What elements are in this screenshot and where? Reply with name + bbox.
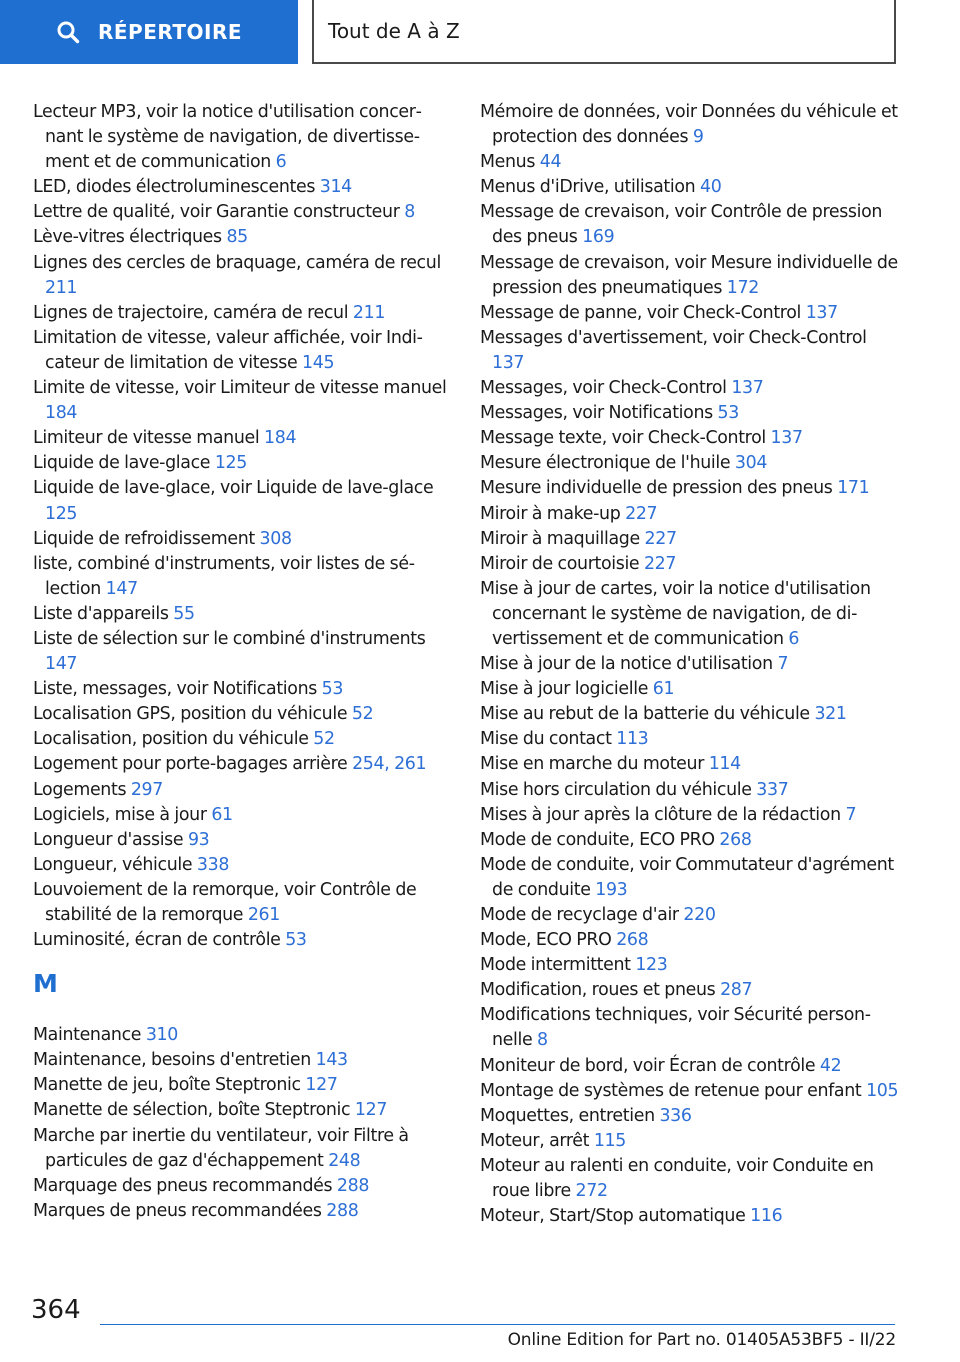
index-entry <box>33 527 448 552</box>
entry-term: Mise à jour logicielle <box>480 679 649 700</box>
page-reference-link[interactable]: 125 <box>45 503 78 524</box>
entry-term: Mode de conduite, ECO PRO <box>480 829 715 850</box>
index-entry <box>480 552 900 577</box>
index-entry <box>480 828 900 853</box>
page-reference-link[interactable]: 297 <box>130 779 163 800</box>
index-entry <box>480 401 900 426</box>
index-entry <box>33 301 448 326</box>
page-reference-link[interactable]: 127 <box>305 1075 338 1096</box>
page-reference-link[interactable]: 8 <box>404 202 415 223</box>
index-entry <box>480 778 900 803</box>
index-entry <box>33 602 448 627</box>
entry-term: Mode de conduite, voir Commutateur d'agrément de conduite <box>480 854 894 900</box>
entry-list-m <box>33 1023 448 1224</box>
entry-term: Mise à jour de la notice d'utilisation <box>480 654 773 675</box>
index-entry <box>480 1154 900 1204</box>
page-reference-link[interactable]: 137 <box>770 428 803 449</box>
index-entry <box>33 1048 448 1073</box>
page-reference-link[interactable]: 53 <box>321 679 344 700</box>
page-reference-link[interactable]: 7 <box>777 654 789 675</box>
page-reference-link[interactable]: 61 <box>652 679 675 700</box>
index-entry <box>480 476 900 501</box>
entry-term: Logement pour porte-bagages arrière <box>33 754 348 775</box>
index-entry <box>33 225 448 250</box>
entry-term: Maintenance, besoins d'entretien <box>33 1050 311 1071</box>
page-reference-link[interactable]: 227 <box>643 553 677 574</box>
page-reference-link[interactable]: 268 <box>616 930 649 951</box>
index-entry <box>33 1098 448 1123</box>
page-reference-link[interactable]: 211 <box>352 302 386 323</box>
entry-term: Mesure individuelle de pression des pneus <box>480 478 833 499</box>
entry-term: Liste, messages, voir Notifications <box>33 679 317 700</box>
entry-term: Marques de pneus recommandées <box>33 1200 322 1221</box>
page-reference-link[interactable]: 172 <box>726 277 759 298</box>
page-reference-link[interactable]: 336 <box>659 1105 692 1126</box>
index-entry <box>33 803 448 828</box>
page-reference-link[interactable]: 169 <box>582 227 615 248</box>
index-entry <box>33 752 448 777</box>
page-reference-link[interactable]: 227 <box>625 503 658 524</box>
index-entry <box>480 1003 900 1053</box>
page-reference-link[interactable]: 184 <box>45 403 78 424</box>
entry-term: Logements <box>33 779 127 800</box>
index-entry <box>480 978 900 1003</box>
entry-term: Lignes de trajectoire, caméra de recul <box>33 302 349 323</box>
page-reference-link[interactable]: 7 <box>845 804 857 825</box>
index-entry <box>480 1054 900 1079</box>
index-entry <box>33 928 448 953</box>
index-entry <box>480 853 900 903</box>
index-entry <box>480 752 900 777</box>
entry-term: Manette de sélection, boîte Steptronic <box>33 1100 351 1121</box>
index-entry <box>33 778 448 803</box>
entry-term: Mises à jour après la clôture de la rédaction <box>480 804 841 825</box>
index-entry <box>33 451 448 476</box>
index-entry <box>33 426 448 451</box>
index-entry <box>33 476 448 526</box>
entry-term: Message de crevaison, voir Mesure individuelle de pression des pneumatiques <box>480 252 898 298</box>
index-entry <box>33 200 448 225</box>
page-reference-link[interactable]: 227 <box>644 528 677 549</box>
page-reference-link[interactable]: 55 <box>173 603 195 624</box>
index-entry <box>480 928 900 953</box>
index-entry <box>480 376 900 401</box>
index-entry <box>480 251 900 301</box>
entry-term: Miroir à make-up <box>480 503 621 524</box>
entry-term: Menus d'iDrive, utilisation <box>480 177 696 198</box>
index-entry <box>33 1073 448 1098</box>
page-reference-link[interactable]: 338 <box>196 854 230 875</box>
page-reference-link[interactable]: 105 <box>866 1080 899 1101</box>
page-reference-link[interactable]: 143 <box>315 1050 348 1071</box>
a-to-z-tab-label: Tout de A à Z <box>328 19 460 43</box>
entry-term: Lettre de qualité, voir Garantie constructeur <box>33 202 400 223</box>
index-entry <box>33 828 448 853</box>
page-reference-link[interactable]: 287 <box>720 980 753 1001</box>
entry-term: Liste d'appareils <box>33 603 169 624</box>
index-entry <box>33 376 448 426</box>
page-reference-link[interactable]: 220 <box>683 905 716 925</box>
entry-term: Message de crevaison, voir Contrôle de pression des pneus <box>480 202 883 248</box>
entry-term: Mise au rebut de la batterie du véhicule <box>480 704 810 725</box>
entry-term: Localisation, position du véhicule <box>33 729 309 750</box>
entry-term: Marquage des pneus recommandés <box>33 1175 333 1196</box>
index-entry <box>480 953 900 978</box>
index-entry <box>480 150 900 175</box>
entry-term: Logiciels, mise à jour <box>33 804 207 825</box>
footer-divider <box>100 1324 895 1325</box>
page-reference-link[interactable]: 114 <box>708 754 741 775</box>
page-reference-link[interactable]: 261 <box>247 905 280 925</box>
page-reference-link[interactable]: 8 <box>537 1030 548 1051</box>
page-reference-link[interactable]: 268 <box>719 829 752 850</box>
section-letter-m: M <box>33 969 58 999</box>
index-entry <box>480 1104 900 1129</box>
index-entry <box>480 1079 900 1104</box>
index-entry <box>33 1174 448 1199</box>
index-column-left <box>33 100 448 1224</box>
entry-term: Moniteur de bord, voir Écran de contrôle <box>480 1055 816 1076</box>
index-entry <box>480 426 900 451</box>
page-reference-link[interactable]: 147 <box>105 578 138 599</box>
page-reference-link[interactable]: 85 <box>226 227 248 248</box>
page-reference-link[interactable]: 184 <box>264 428 297 449</box>
page-reference-link[interactable]: 137 <box>731 378 764 399</box>
page-reference-link[interactable]: 113 <box>616 729 649 750</box>
page-reference-link[interactable]: 248 <box>328 1150 361 1171</box>
index-entry <box>480 677 900 702</box>
page-reference-link[interactable]: 171 <box>837 478 870 499</box>
page-reference-link[interactable]: 147 <box>45 654 78 675</box>
entry-term: Liquide de refroidissement <box>33 528 255 549</box>
entry-term: Miroir de courtoisie <box>480 553 640 574</box>
entry-term: Lève-vitres électriques <box>33 227 222 248</box>
page-reference-link[interactable]: 272 <box>575 1181 608 1202</box>
entry-term: Liquide de lave-glace <box>33 453 211 474</box>
index-entry <box>33 677 448 702</box>
entry-term: Montage de systèmes de retenue pour enfant <box>480 1080 862 1101</box>
index-entry <box>480 527 900 552</box>
index-entry <box>33 552 448 602</box>
page-reference-link[interactable]: 254, 261 <box>352 754 427 775</box>
entry-term: Mise à jour de cartes, voir la notice d'utilisation concernant le système de navigation, de divertissement et de communication <box>480 578 871 649</box>
entry-list-m-continued <box>480 100 900 1229</box>
page-reference-link[interactable]: 310 <box>145 1025 178 1046</box>
edition-note: Online Edition for Part no. 01405A53BF5 - II/22 <box>507 1330 896 1350</box>
entry-term: liste, combiné d'instruments, voir listes de sélection <box>33 553 416 599</box>
index-entry <box>480 903 900 928</box>
entry-term: Lecteur MP3, voir la notice d'utilisation concernant le système de navigation, de divertissement et de communication <box>33 102 422 173</box>
entry-term: Liste de sélection sur le combiné d'instruments <box>33 628 426 649</box>
page-number: 364 <box>31 1295 81 1325</box>
page-reference-link[interactable]: 93 <box>187 829 210 850</box>
page-reference-link[interactable]: 288 <box>326 1200 359 1221</box>
page-reference-link[interactable]: 193 <box>595 879 628 900</box>
entry-term: Louvoiement de la remorque, voir Contrôle de stabilité de la remorque <box>33 879 417 925</box>
page-reference-link[interactable]: 145 <box>302 352 335 373</box>
index-entry <box>33 326 448 376</box>
page-reference-link[interactable]: 115 <box>593 1130 626 1151</box>
entry-term: Maintenance <box>33 1025 142 1046</box>
page-reference-link[interactable]: 53 <box>285 930 307 951</box>
page-reference-link[interactable]: 337 <box>756 779 789 800</box>
entry-term: Modification, roues et pneus <box>480 980 716 1001</box>
index-column-right <box>480 100 900 1229</box>
index-entry <box>480 803 900 828</box>
page-reference-link[interactable]: 123 <box>635 955 668 976</box>
header <box>0 0 960 66</box>
index-entry <box>33 1199 448 1224</box>
index-entry <box>33 627 448 677</box>
index-entry <box>33 727 448 752</box>
entry-term: Longueur d'assise <box>33 829 184 850</box>
entry-term: Limite de vitesse, voir Limiteur de vitesse manuel <box>33 378 447 399</box>
page-reference-link[interactable]: 6 <box>275 152 287 173</box>
entry-term: Lignes des cercles de braquage, caméra de recul <box>33 252 441 273</box>
entry-term: Marche par inertie du ventilateur, voir Filtre à particules de gaz d'échappement <box>33 1125 409 1171</box>
page-reference-link[interactable]: 125 <box>214 453 247 474</box>
index-entry <box>33 853 448 878</box>
page-reference-link[interactable]: 127 <box>354 1100 388 1121</box>
index-entry <box>33 1124 448 1174</box>
index-entry <box>480 577 900 652</box>
index-entry <box>480 727 900 752</box>
index-tab-label: RÉPERTOIRE <box>97 20 243 44</box>
page-reference-link[interactable]: 137 <box>492 352 525 373</box>
page-reference-link[interactable]: 9 <box>692 127 704 148</box>
entry-term: Luminosité, écran de contrôle <box>33 930 281 951</box>
entry-term: Manette de jeu, boîte Steptronic <box>33 1075 301 1096</box>
entry-term: LED, diodes électroluminescentes <box>33 177 316 198</box>
entry-term: Mise en marche du moteur <box>480 754 705 775</box>
entry-term: Liquide de lave-glace, voir Liquide de lave-glace <box>33 478 434 499</box>
page-reference-link[interactable]: 52 <box>313 729 335 750</box>
entry-term: Moquettes, entretien <box>480 1105 655 1126</box>
index-entry <box>480 652 900 677</box>
page-reference-link[interactable]: 44 <box>539 152 562 173</box>
page-reference-link[interactable]: 304 <box>734 453 768 474</box>
index-entry <box>480 502 900 527</box>
page-reference-link[interactable]: 308 <box>259 528 292 549</box>
entry-term: Moteur au ralenti en conduite, voir Conduite en roue libre <box>480 1155 874 1202</box>
index-entry <box>480 175 900 200</box>
index-entry <box>480 1204 900 1229</box>
index-entry <box>33 100 448 175</box>
index-entry <box>480 326 900 376</box>
entry-term: Messages d'avertissement, voir Check-Control <box>480 327 867 348</box>
entry-term: Moteur, arrêt <box>480 1130 590 1151</box>
index-entry <box>33 175 448 200</box>
entry-term: Longueur, véhicule <box>33 854 193 875</box>
entry-term: Mémoire de données, voir Données du véhicule et protection des données <box>480 102 898 148</box>
page-reference-link[interactable]: 42 <box>819 1055 842 1076</box>
index-entry <box>480 301 900 326</box>
index-entry <box>33 1023 448 1048</box>
page-reference-link[interactable]: 314 <box>319 177 352 198</box>
page-reference-link[interactable]: 288 <box>336 1175 370 1196</box>
page-reference-link[interactable]: 211 <box>45 277 78 298</box>
page-reference-link[interactable]: 116 <box>750 1206 783 1227</box>
entry-term: Moteur, Start/Stop automatique <box>480 1206 746 1227</box>
index-entry <box>480 702 900 727</box>
entry-term: Messages, voir Check-Control <box>480 378 727 399</box>
page-reference-link[interactable]: 321 <box>814 704 847 725</box>
entry-term: Mode intermittent <box>480 955 631 976</box>
entry-list-l <box>33 100 448 953</box>
entry-term: Mise du contact <box>480 729 612 750</box>
index-entry <box>480 451 900 476</box>
entry-term: Localisation GPS, position du véhicule <box>33 704 348 725</box>
entry-term: Message de panne, voir Check-Control <box>480 302 801 323</box>
entry-term: Menus <box>480 152 536 173</box>
entry-term: Mode de recyclage d'air <box>480 905 679 925</box>
index-entry <box>33 251 448 301</box>
page-reference-link[interactable]: 40 <box>700 177 722 198</box>
entry-term: Modifications techniques, voir Sécurité personnelle <box>480 1005 872 1051</box>
page-reference-link[interactable]: 53 <box>717 403 739 424</box>
entry-term: Mesure électronique de l'huile <box>480 453 731 474</box>
page-reference-link[interactable]: 52 <box>351 704 374 725</box>
page-reference-link[interactable]: 137 <box>805 302 838 323</box>
index-tab[interactable] <box>0 0 298 64</box>
page-reference-link[interactable]: 6 <box>788 628 800 649</box>
entry-term: Mode, ECO PRO <box>480 930 612 951</box>
page-reference-link[interactable]: 61 <box>211 804 233 825</box>
a-to-z-tab[interactable] <box>312 0 896 64</box>
entry-term: Mise hors circulation du véhicule <box>480 779 752 800</box>
index-entry <box>480 100 900 150</box>
entry-term: Limitation de vitesse, valeur affichée, voir Indicateur de limitation de vitesse <box>33 327 423 373</box>
entry-term: Message texte, voir Check-Control <box>480 428 766 449</box>
entry-term: Miroir à maquillage <box>480 528 640 549</box>
search-icon <box>56 20 80 44</box>
index-entry <box>33 702 448 727</box>
entry-term: Messages, voir Notifications <box>480 403 713 424</box>
index-entry <box>33 878 448 928</box>
index-entry <box>480 1129 900 1154</box>
entry-term: Limiteur de vitesse manuel <box>33 428 260 449</box>
index-entry <box>480 200 900 250</box>
